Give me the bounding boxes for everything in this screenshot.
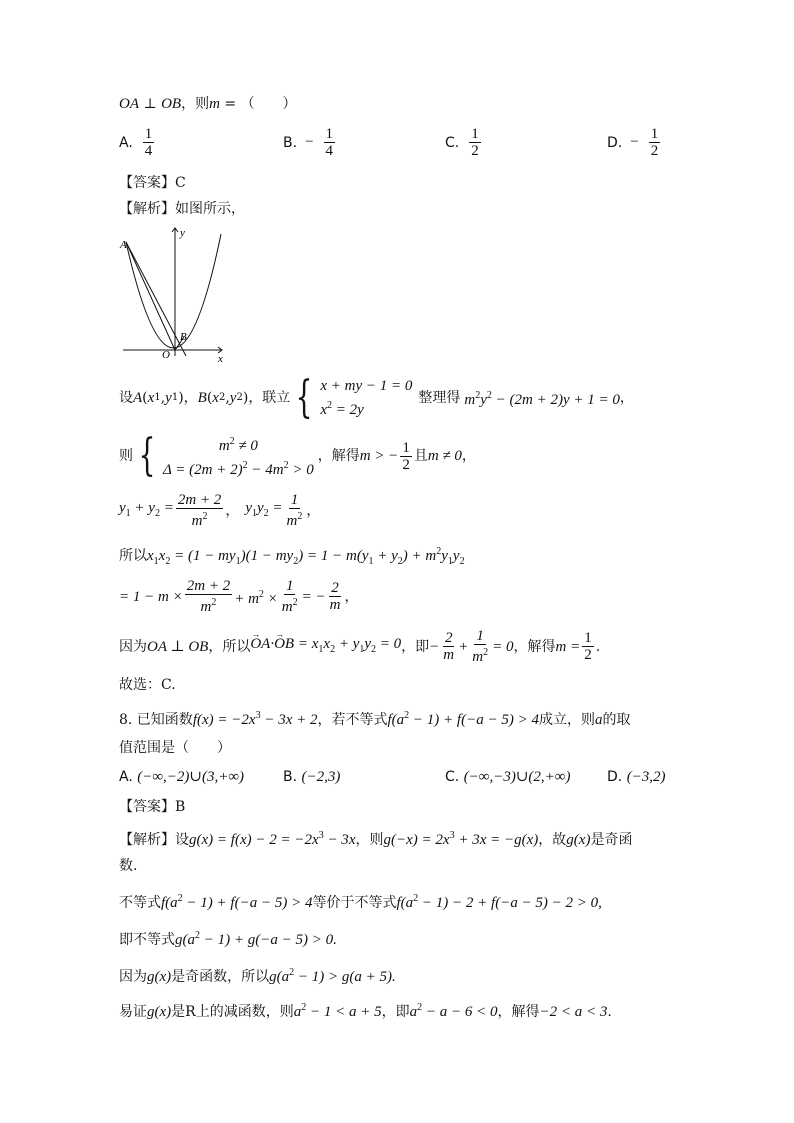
q7-option-c: C. $\frac{1}{2}$ bbox=[445, 126, 479, 159]
q7-option-d: D. − $\frac{1}{2}$ bbox=[607, 126, 659, 159]
q8-equiv: 不等式$f(a^2 - 1) + f(-a - 5) > 4$等价于不等式$f(a^2 - 1) - 2 + f(-a - 5) - 2 > 0$, bbox=[119, 893, 602, 911]
parabola-figure bbox=[118, 224, 230, 364]
q7-product: 所以$x_1x_2 = (1 - my_1)(1 - my_2) = 1 - m(y_1 + y_2) + m^2y_1y_2$ bbox=[119, 546, 465, 567]
q7-product-cont: = 1 − m × $\frac{2m + 2}{m^2}$ + $m^2$ × $\frac{1}{m^2}$ = − $\frac{2}{m}$ ， bbox=[119, 578, 359, 615]
q8-option-b: B. (−2,3) bbox=[283, 769, 341, 785]
q7-analysis-intro: 【解析】如图所示， bbox=[119, 201, 245, 217]
q7-option-a: A. $\frac{1}{4}$ bbox=[119, 126, 153, 159]
point-a-label: A bbox=[120, 239, 127, 251]
q8-answer: 【答案】B bbox=[119, 799, 186, 815]
q8-ie: 即不等式$g(a^2 - 1) + g(-a - 5) > 0$. bbox=[119, 930, 337, 948]
q7-then: 则 { $m^2 \ne 0$ $\Delta = (2m + 2)^2 - 4m^2 > 0$ ，解得 m > − $\frac{1}{2}$ 且 m ≠ 0 ， bbox=[119, 430, 476, 481]
q7-choose: 故选：C. bbox=[119, 677, 176, 693]
q7-setup: 设 A ( x 1 , y 1 )， B ( x 2 , y 2 ) ，联立 { x + my − 1 = 0 $x^2 = 2y$ 整理得 $m^2y^2 - (2m + 2)y + 1 = 0$ ， bbox=[119, 372, 634, 423]
q7-answer: 【答案】C bbox=[119, 175, 186, 191]
q8-decreasing: 易证g(x)是R上的减函数，则$a^2 - 1 < a + 5$，即$a^2 - a - 6 < 0$，解得−2 < a < 3. bbox=[119, 1002, 612, 1020]
q7-option-b: B. − $\frac{1}{4}$ bbox=[283, 126, 334, 159]
q8-stem-2: 值范围是（ ） bbox=[119, 740, 231, 756]
point-b-label: B bbox=[180, 331, 187, 343]
q8-stem: 8. 已知函数$f(x) = -2x^3 - 3x + 2$，若不等式$f(a^2 - 1) + f(-a - 5) > 4$成立，则a的取 bbox=[119, 710, 631, 728]
q8-analysis: 【解析】设$g(x) = f(x) - 2 = -2x^3 - 3x$，则$g(-x) = 2x^3 + 3x = -g(x)$，故g(x)是奇函 bbox=[119, 830, 633, 848]
q7-stem-end: OA ⊥ OB，则m = （ ） bbox=[119, 96, 297, 112]
q8-odd-step: 因为g(x)是奇函数，所以$g(a^2 - 1) > g(a + 5)$. bbox=[119, 967, 396, 985]
y-axis-label: y bbox=[180, 227, 185, 239]
q7-perpendicular: 因为 OA ⊥ OB ，所以 → OA·→ OB = $x_1x_2 + y_1y_2 = 0$ ，即 − $\frac{2}{m}$ + $\frac{1}{m^2}$ = 0 ，解得 m = $\frac{1}{2}$ . bbox=[119, 628, 600, 665]
q8-analysis-2: 数. bbox=[119, 858, 138, 874]
q8-option-d: D. (−3,2) bbox=[607, 769, 666, 785]
q7-vieta: $y_1 + y_2$ = $\frac{2m + 2}{m^2}$ ， $y_1y_2$ = $\frac{1}{m^2}$ ， bbox=[119, 492, 321, 529]
q8-option-a: A. (−∞,−2)∪(3,+∞) bbox=[119, 769, 245, 785]
x-axis-label: x bbox=[218, 353, 223, 364]
origin-label: O bbox=[162, 349, 170, 361]
q8-option-c: C. (−∞,−3)∪(2,+∞) bbox=[445, 769, 571, 785]
